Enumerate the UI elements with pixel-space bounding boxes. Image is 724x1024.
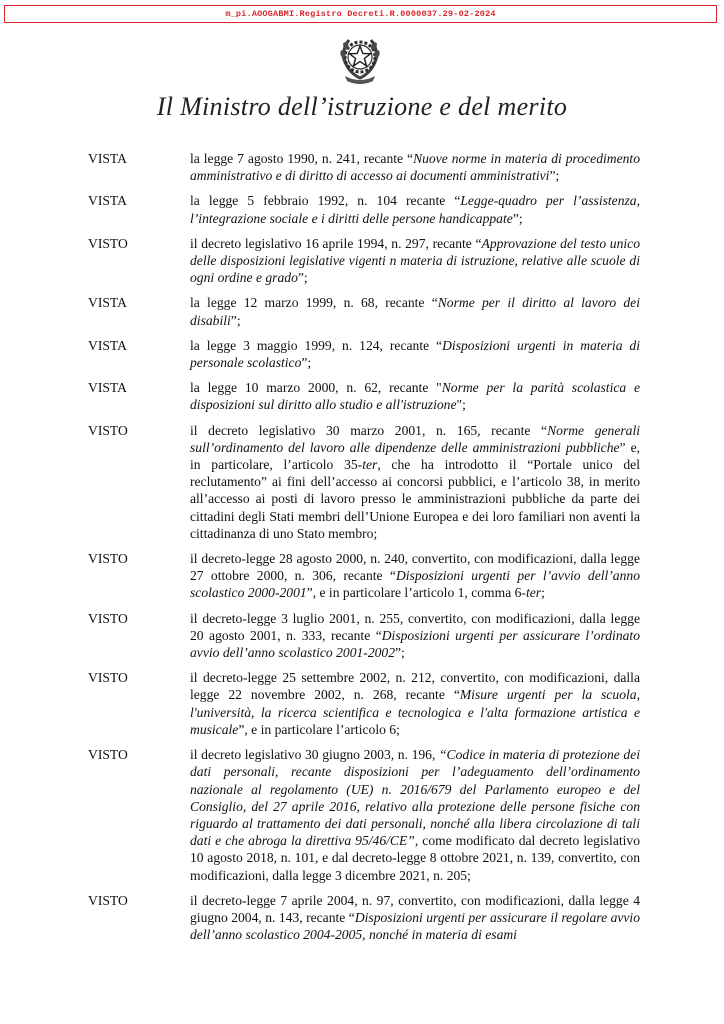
recital-keyword: VISTO [88,235,128,251]
recital-text-part: la legge 7 agosto 1990, n. 241, recante “ [190,151,414,166]
recital-text [190,746,640,884]
recital-text-part: la legge 5 febbraio 1992, n. 104 recante “ [190,193,461,209]
recital-text-italic: “Codice in materia di protezione dei dati personali, recante disposizioni per l’adeguamento dell’ordinamento nazionale al regolamento (UE) n. 2016/679 del Parlamento europeo e del Consiglio, del 27 aprile 2016, relativo alla protezione delle persone fisiche con riguardo al trattamento dei dati personali, nonché alla libera circolazione di tali dati e che abroga la direttiva 95/46/CE”, [190,747,641,849]
recital-text-part: ”, e in particolare l’articolo 6; [238,721,400,737]
recital-item [88,669,640,738]
recital-item [88,192,640,226]
recital-text-part: ” e, in particolare, l’articolo 35- [190,439,640,473]
recital-text-part: il decreto-legge 7 aprile 2004, n. 97, convertito, con modificazioni, dalla legge 4 giugno 2004, n. 143, recante “ [190,892,640,925]
recital-text-italic: ter [362,457,378,473]
recital-text-part: il decreto-legge 3 luglio 2001, n. 255, convertito, con modificazioni, dalla legge 20 agosto 2001, n. 333, recante “ [190,610,640,643]
recital-text-italic: Nuove norme in materia di procedimento amministrativo e di diritto di accesso ai documenti amministrativi [190,151,640,184]
recital-text-part: il decreto-legge 28 agosto 2000, n. 240, convertito, con modificazioni, dalla legge 27 ottobre 2000, n. 306, recante “ [190,551,640,584]
recital-item [88,610,640,662]
recital-text-italic: Norme per la parità scolastica e disposizioni sul diritto allo studio e all'istruzione [190,380,640,413]
recital-item [88,337,640,371]
recital-keyword: VISTO [88,610,128,626]
recital-text-italic: Norme generali sull’ordinamento del lavoro alle dipendenze delle amministrazioni pubbliche [190,422,640,455]
recital-text-part: il decreto legislativo 30 giugno 2003, n. 196, [190,747,439,763]
recital-text-part: la legge 12 marzo 1999, n. 68, recante “ [190,295,438,311]
recital-text-part: ”; [549,168,560,184]
recital-text [190,669,640,738]
recital-keyword: VISTO [88,892,128,908]
recitals-list [88,150,640,951]
recital-item [88,235,640,287]
recital-keyword: VISTO [88,747,128,763]
recital-text [190,235,640,287]
recital-keyword: VISTO [88,670,128,686]
ministry-title: Il Ministro dell’istruzione e del merito [156,92,568,121]
recital-keyword: VISTA [88,193,127,209]
recital-item [88,550,640,602]
recital-item [88,379,640,413]
recital-text [190,422,640,542]
recital-text-italic: Disposizioni urgenti per assicurare il regolare avvio dell’anno scolastico 2004-2005, nonché in materia di esami [190,909,641,943]
recital-item [88,746,640,884]
recital-item [88,892,640,944]
recital-text-part: il decreto legislativo 16 aprile 1994, n. 297, recante “ [190,235,482,251]
recital-text-part: ; [541,585,545,601]
recital-text [190,192,640,226]
recital-text [190,892,640,944]
recital-text-part: ”, e in particolare l’articolo 1, comma 6- [306,585,526,601]
recital-text-part: come modificato dal decreto legislativo 10 agosto 2018, n. 101, e dal decreto-legge 8 ottobre 2021, n. 139, convertito, con modificazioni, dalla legge 3 dicembre 2021, n. 205; [190,833,641,883]
recital-text-part: , che ha introdotto il “Portale unico del reclutamento” ai fini dell’accesso ai concorsi pubblici, e l’articolo 38, in merito all’accesso ai posti di lavoro presso le amministrazioni pubbliche da parte dei cittadini degli Stati membri dell’Unione Europea e dei loro familiari non aventi la cittadinanza di uno Stato membro; [190,457,640,541]
recital-text-italic: Norme per il diritto al lavoro dei disabili [190,295,640,328]
recital-keyword: VISTA [88,151,127,166]
recital-text-part: "; [456,397,466,413]
recital-text-part: il decreto legislativo 30 marzo 2001, n. 165, recante “ [190,422,548,438]
recital-keyword: VISTO [88,422,128,438]
recital-text-italic: Approvazione del testo unico delle disposizioni legislative vigenti n materia di istruzione, relative alle scuole di ogni ordine e grado [190,235,640,286]
recital-keyword: VISTA [88,295,127,311]
recital-text [190,379,640,413]
recital-text-part: la legge 10 marzo 2000, n. 62, recante " [190,380,442,396]
recital-keyword: VISTA [88,337,127,353]
recital-text-part: ”; [301,355,312,371]
recital-text-part: la legge 3 maggio 1999, n. 124, recante “ [190,337,443,353]
recital-text-italic: Disposizioni urgenti per l’avvio dell’anno scolastico 2000-2001 [190,568,640,601]
recital-text-part: il decreto-legge 25 settembre 2002, n. 212, convertito, con modificazioni, dalla legge 22 novembre 2002, n. 268, recante “ [190,670,640,703]
recital-text-part: ”; [512,210,523,226]
recital-text-part: ”; [230,312,241,328]
recital-text-italic: ter [525,585,542,601]
recital-text [190,294,640,328]
recital-text [190,610,640,662]
recital-text-part: ”; [297,270,308,286]
recital-text-italic: Disposizioni urgenti per assicurare l’ordinato avvio dell’anno scolastico 2001-2002 [190,627,640,661]
recital-item [88,150,640,184]
recital-text-part: ”; [395,645,405,661]
recital-text-italic: Disposizioni urgenti in materia di personale scolastico [190,337,640,371]
recital-text [190,150,640,184]
recital-keyword: VISTA [88,380,127,396]
recital-text [190,550,640,602]
recital-keyword: VISTO [88,551,128,567]
protocol-stamp: m_pi.AOOGABMI.Registro Decreti.R.0000037.29-02-2024 [4,5,717,23]
recital-text-italic: Legge-quadro per l’assistenza, l’integrazione sociale e i diritti delle persone handicappate [190,193,641,226]
recital-text-italic: Misure urgenti per la scuola, l'università, la ricerca scientifica e tecnologica e l'alta formazione artistica e musicale [190,687,640,737]
italian-republic-emblem-icon [337,32,383,88]
recital-item [88,294,640,328]
recital-item [88,422,640,542]
recital-text [190,337,640,371]
